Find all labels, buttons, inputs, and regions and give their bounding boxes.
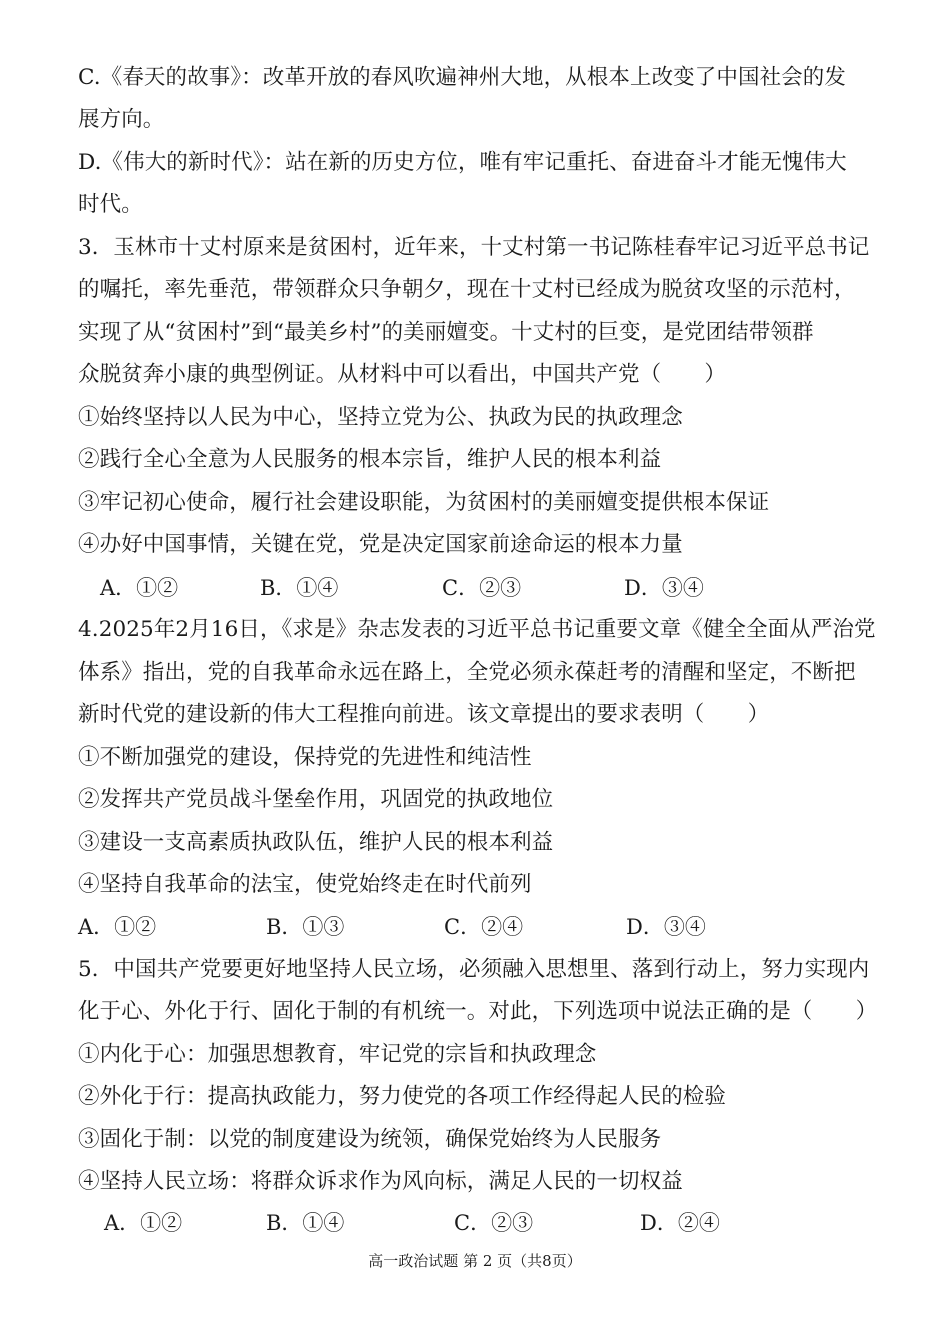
q4-options: [78, 911, 878, 943]
q4-option-b: B．①③: [266, 915, 345, 939]
q5-option-c: C．②③: [454, 1211, 534, 1235]
q3-stem-line: 的嘱托，率先垂范，带领群众只争朝夕，现在十丈村已经成为脱贫攻坚的示范村，: [78, 277, 856, 302]
q5-stem-line: 化于心、外化于行、固化于制的有机统一。对此，下列选项中说法正确的是（ ）: [78, 999, 878, 1024]
q3-options: [78, 572, 878, 604]
q3-item: ①始终坚持以人民为中心，坚持立党为公、执政为民的执政理念: [78, 405, 683, 430]
q4-item: ②发挥共产党员战斗堡垒作用，巩固党的执政地位: [78, 787, 554, 812]
q5-item: ④坚持人民立场：将群众诉求作为风向标，满足人民的一切权益: [78, 1169, 683, 1194]
q5-stem-line: 5．中国共产党要更好地坚持人民立场，必须融入思想里、落到行动上，努力实现内: [78, 957, 870, 982]
page-footer: 高一政治试题 第 2 页（共8页）: [368, 1252, 582, 1270]
q4-stem-line: 4.2025年2月16日，《求是》杂志发表的习近平总书记重要文章《健全全面从严治党: [78, 617, 876, 642]
q2-option-d-line2: 时代。: [78, 192, 143, 217]
q5-option-a: A．①②: [104, 1211, 183, 1235]
q4-item: ③建设一支高素质执政队伍，维护人民的根本利益: [78, 830, 554, 855]
q3-stem-line: 众脱贫奔小康的典型例证。从材料中可以看出，中国共产党（ ）: [78, 362, 727, 387]
q5-item: ①内化于心：加强思想教育，牢记党的宗旨和执政理念: [78, 1042, 597, 1067]
q4-option-d: D．③④: [626, 915, 706, 939]
q4-option-c: C．②④: [444, 915, 524, 939]
q3-option-a: A．①②: [100, 576, 179, 600]
q3-item: ④办好中国事情，关键在党，党是决定国家前途命运的根本力量: [78, 532, 683, 557]
q3-option-d: D．③④: [624, 576, 704, 600]
q5-option-b: B．①④: [266, 1211, 345, 1235]
q3-option-b: B．①④: [260, 576, 339, 600]
q2-option-d-line1: D.《伟大的新时代》：站在新的历史方位，唯有牢记重托、奋进奋斗才能无愧伟大: [78, 150, 847, 175]
q2-option-c-line2: 展方向。: [78, 107, 165, 132]
q5-options: [78, 1207, 878, 1239]
q4-item: ①不断加强党的建设，保持党的先进性和纯洁性: [78, 745, 532, 770]
q3-stem-line: 实现了从“贫困村”到“最美乡村”的美丽嬗变。十丈村的巨变，是党团结带领群: [78, 320, 814, 345]
q3-stem-line: 3．玉林市十丈村原来是贫困村，近年来，十丈村第一书记陈桂春牢记习近平总书记: [78, 235, 870, 260]
q5-item: ②外化于行：提高执政能力，努力使党的各项工作经得起人民的检验: [78, 1084, 727, 1109]
q3-option-c: C．②③: [442, 576, 522, 600]
q3-item: ③牢记初心使命，履行社会建设职能，为贫困村的美丽嬗变提供根本保证: [78, 490, 770, 515]
q4-item: ④坚持自我革命的法宝，使党始终走在时代前列: [78, 872, 532, 897]
q5-item: ③固化于制：以党的制度建设为统领，确保党始终为人民服务: [78, 1127, 662, 1152]
q3-item: ②践行全心全意为人民服务的根本宗旨，维护人民的根本利益: [78, 447, 662, 472]
q5-option-d: D．②④: [640, 1211, 720, 1235]
q4-option-a: A．①②: [78, 915, 157, 939]
q4-stem-line: 新时代党的建设新的伟大工程推向前进。该文章提出的要求表明（ ）: [78, 702, 770, 727]
q4-stem-line: 体系》指出，党的自我革命永远在路上，全党必须永葆赶考的清醒和坚定，不断把: [78, 660, 856, 685]
q2-option-c-line1: C.《春天的故事》：改革开放的春风吹遍神州大地，从根本上改变了中国社会的发: [78, 65, 846, 90]
